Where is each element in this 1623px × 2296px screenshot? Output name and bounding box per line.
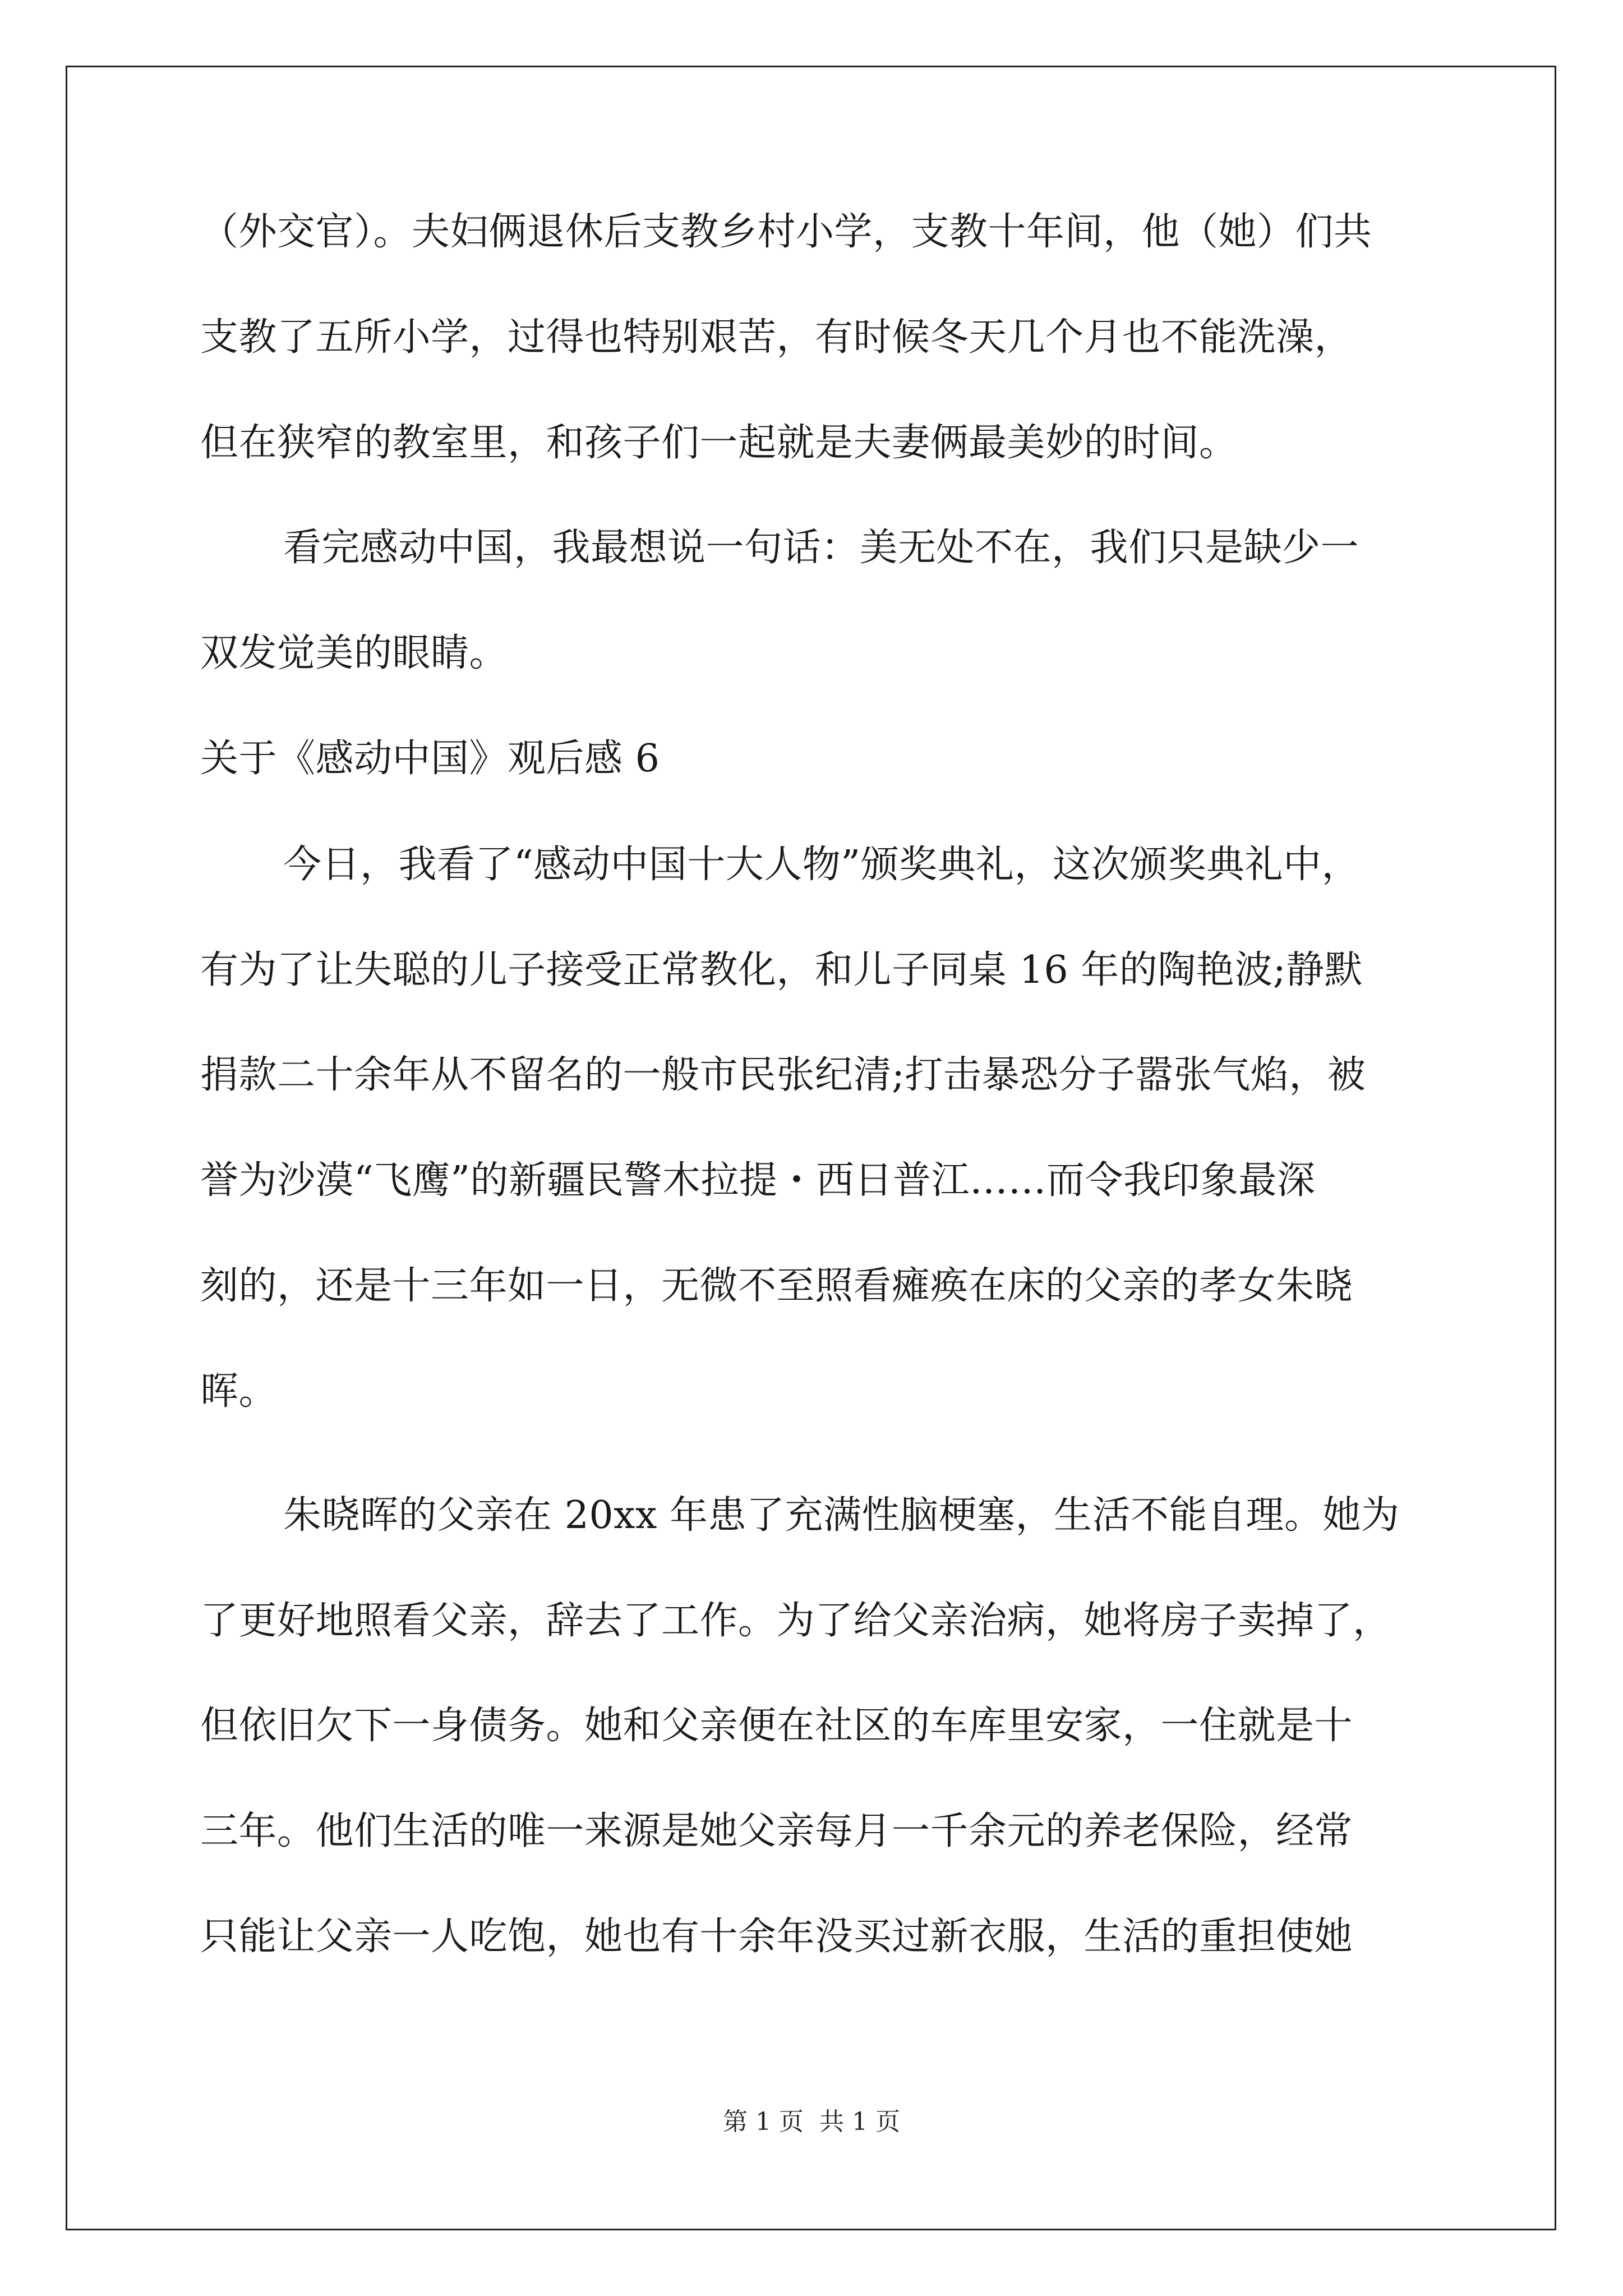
paragraph-line: 但依旧欠下一身债务。她和父亲便在社区的车库里安家，一住就是十	[200, 1704, 1353, 1748]
paragraph-line: 三年。他们生活的唯一来源是她父亲每月一千余元的养老保险，经常	[200, 1809, 1353, 1853]
page-border	[66, 66, 1556, 2230]
paragraph-line: 了更好地照看父亲，辞去了工作。为了给父亲治病，她将房子卖掉了，	[200, 1599, 1391, 1643]
paragraph-line: 刻的，还是十三年如一日，无微不至照看瘫痪在床的父亲的孝女朱晓	[200, 1264, 1353, 1308]
paragraph-line: 朱晓晖的父亲在 20xx 年患了充满性脑梗塞，生活不能自理。她为	[283, 1493, 1400, 1538]
paragraph-line: 只能让父亲一人吃饱，她也有十余年没买过新衣服，生活的重担使她	[200, 1915, 1353, 1959]
paragraph-line: 晖。	[200, 1369, 278, 1414]
section-heading: 关于《感动中国》观后感 6	[200, 737, 660, 781]
paragraph-line: 但在狭窄的教室里，和孩子们一起就是夫妻俩最美妙的时间。	[200, 421, 1238, 465]
page-total: 共 1 页	[819, 2108, 900, 2136]
paragraph-line: 看完感动中国，我最想说一句话：美无处不在，我们只是缺少一	[283, 526, 1359, 570]
paragraph-line: 支教了五所小学，过得也特别艰苦，有时候冬天几个月也不能洗澡，	[200, 315, 1353, 360]
paragraph-line: （外交官）。夫妇俩退休后支教乡村小学，支教十年间，他（她）们共	[200, 210, 1372, 254]
page-number: 第 1 页	[723, 2108, 804, 2136]
paragraph-line: 今日，我看了“感动中国十大人物”颁奖典礼，这次颁奖典礼中，	[283, 843, 1361, 887]
paragraph-line: 捐款二十余年从不留名的一般市民张纪清;打击暴恐分子嚣张气焰，被	[200, 1053, 1366, 1097]
page-footer	[0, 2106, 1623, 2138]
paragraph-line: 誉为沙漠“飞鹰”的新疆民警木拉提・西日普江……而令我印象最深	[200, 1158, 1316, 1203]
paragraph-line: 双发觉美的眼睛。	[200, 631, 508, 675]
paragraph-line: 有为了让失聪的儿子接受正常教化，和儿子同桌 16 年的陶艳波;静默	[200, 948, 1363, 992]
